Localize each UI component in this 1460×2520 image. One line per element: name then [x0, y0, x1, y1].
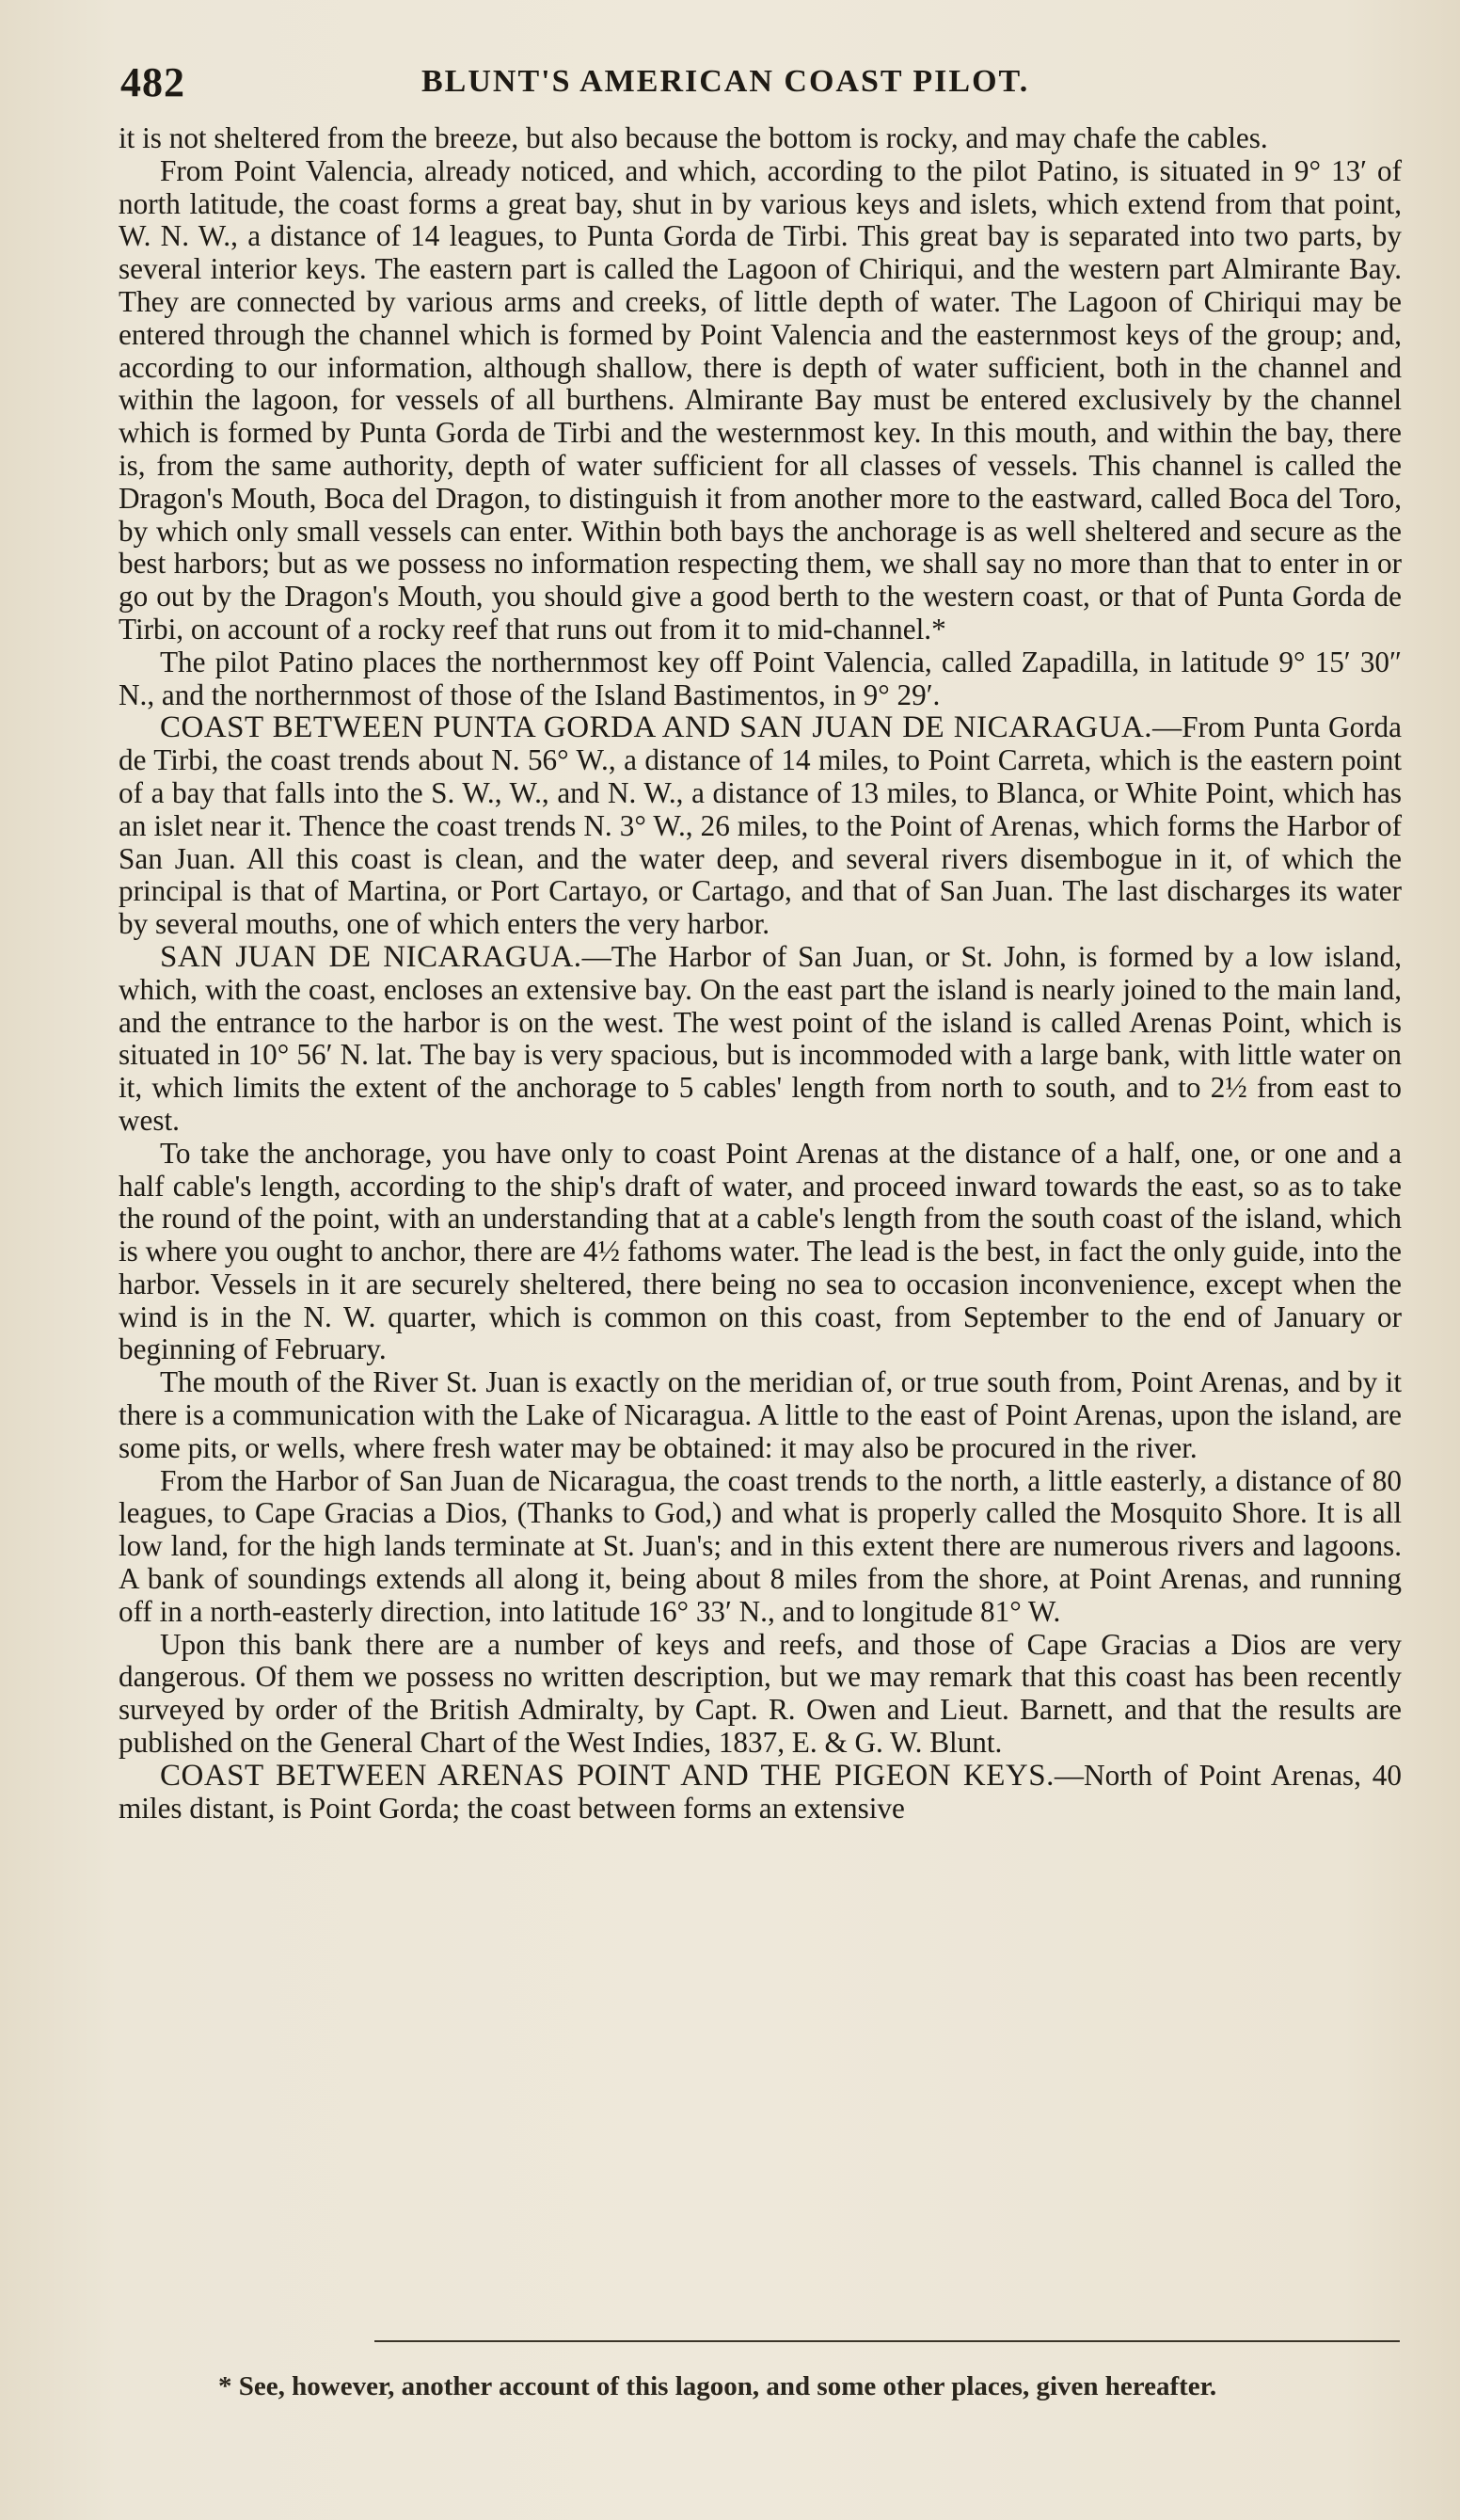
section-heading-arenas-pigeon: COAST BETWEEN ARENAS POINT AND THE PIGEON KEYS. [160, 1758, 1055, 1793]
paragraph-8: From the Harbor of San Juan de Nicaragua, the coast trends to the north, a little easterly, a distance of 80 leagues, to Cape Gracias a Dios, (Thanks to God,) and what is properly called the Mosquito Shore. It is all low land, for the high lands terminate at St. Juan's; and in this extent there are numerous rivers and lagoons. A bank of soundings extends all along it, being about 8 miles from the shore, at Point Arenas, and running off in a north-easterly direction, into latitude 16° 33′ N., and to longitude 81° W. [119, 1463, 1402, 1628]
paragraph-5 [119, 941, 1402, 1138]
page-number: 482 [120, 59, 185, 105]
footnote: * See, however, another account of this lagoon, and some other places, given hereafter. [218, 2371, 1217, 2401]
paragraph-4 [119, 711, 1402, 941]
page-header [120, 58, 1400, 115]
paragraph-6: To take the anchorage, you have only to coast Point Arenas at the distance of a half, one, or one and a half cable's length, according to the ship's draft of water, and proceed inward towards the east, so as to take the round of the point, with an understanding that at a cable's length from the south coast of the island, which is where you ought to anchor, there are 4½ fathoms water. The lead is the best, in fact the only guide, into the harbor. Vessels in it are securely sheltered, there being no sea to occasion inconvenience, except when the wind is in the N. W. quarter, which is common on this coast, from September to the end of January or beginning of February. [119, 1136, 1402, 1366]
paragraph-1: it is not sheltered from the breeze, but also because the bottom is rocky, and may chafe the cables. [119, 121, 1268, 154]
paragraph-2: From Point Valencia, already noticed, and which, according to the pilot Patino, is situated in 9° 13′ of north latitude, the coast forms a great bay, shut in by various keys and islets, which extend from that point, W. N. W., a distance of 14 leagues, to Punta Gorda de Tirbi. This great bay is separated into two parts, by several interior keys. The eastern part is called the Lagoon of Chiriqui, and the western part Almirante Bay. They are connected by various arms and creeks, of little depth of water. The Lagoon of Chiriqui may be entered through the channel which is formed by Point Valencia and the easternmost keys of the group; and, according to our information, although shallow, there is depth of water sufficient, both in the channel and within the lagoon, for vessels of all burthens. Almirante Bay must be entered exclusively by the channel which is formed by Punta Gorda de Tirbi and the westernmost key. In this mouth, and within the bay, there is, from the same authority, depth of water sufficient for all classes of vessels. This channel is called the Dragon's Mouth, Boca del Dragon, to distinguish it from another more to the eastward, called Boca del Toro, by which only small vessels can enter. Within both bays the anchorage is as well sheltered and secure as the best harbors; but as we possess no information respecting them, we shall say no more than that to enter in or go out by the Dragon's Mouth, you should give a good berth to the western coast, or that of Punta Gorda de Tirbi, on account of a rocky reef that runs out from it to mid-channel.* [119, 153, 1402, 646]
running-head: BLUNT'S AMERICAN COAST PILOT. [421, 64, 1030, 99]
section-heading-coast-punta-gorda: COAST BETWEEN PUNTA GORDA AND SAN JUAN DE NICARAGUA. [160, 710, 1153, 745]
body-text [119, 122, 1402, 1825]
section-heading-san-juan: SAN JUAN DE NICARAGUA. [160, 939, 582, 974]
paragraph-10 [119, 1760, 1402, 1826]
paragraph-10-text: —North of Point Arenas, 40 miles distant, is Point Gorda; the coast between forms an extensive [119, 1758, 1402, 1825]
paragraph-7: The mouth of the River St. Juan is exactly on the meridian of, or true south from, Point Arenas, and by it there is a communication with the Lake of Nicaragua. A little to the east of Point Arenas, upon the island, are some pits, or wells, where fresh water may be obtained: it may also be procured in the river. [119, 1365, 1402, 1464]
paragraph-3: The pilot Patino places the northernmost key off Point Valencia, called Zapadilla, in latitude 9° 15′ 30″ N., and the northernmost of those of the Island Bastimentos, in 9° 29′. [119, 645, 1402, 711]
footnote-divider [374, 2340, 1400, 2342]
paragraph-9: Upon this bank there are a number of keys and reefs, and those of Cape Gracias a Dios are very dangerous. Of them we possess no written description, but we may remark that this coast has been recently surveyed by order of the British Admiralty, by Capt. R. Owen and Lieut. Barnett, and that the results are published on the General Chart of the West Indies, 1837, E. & G. W. Blunt. [119, 1627, 1402, 1760]
paragraph-5-text: —The Harbor of San Juan, or St. John, is formed by a low island, which, with the coast, encloses an extensive bay. On the east part the island is nearly joined to the main land, and the entrance to the harbor is on the west. The west point of the island is called Arenas Point, which is situated in 10° 56′ N. lat. The bay is very spacious, but is incommoded with a large bank, with little water on it, which limits the extent of the anchorage to 5 cables' length from north to south, and to 2½ from east to west. [119, 939, 1403, 1137]
paragraph-4-text: —From Punta Gorda de Tirbi, the coast trends about N. 56° W., a distance of 14 miles, to Point Carreta, which is the eastern point of a bay that falls into the S. W., W., and N. W., a distance of 13 miles, to Blanca, or White Point, which has an islet near it. Thence the coast trends N. 3° W., 26 miles, to the Point of Arenas, which forms the Harbor of San Juan. All this coast is clean, and the water deep, and several rivers disembogue in it, of which the principal is that of Martina, or Port Cartayo, or Cartago, and that of San Juan. The last discharges its water by several mouths, one of which enters the very harbor. [119, 710, 1402, 941]
